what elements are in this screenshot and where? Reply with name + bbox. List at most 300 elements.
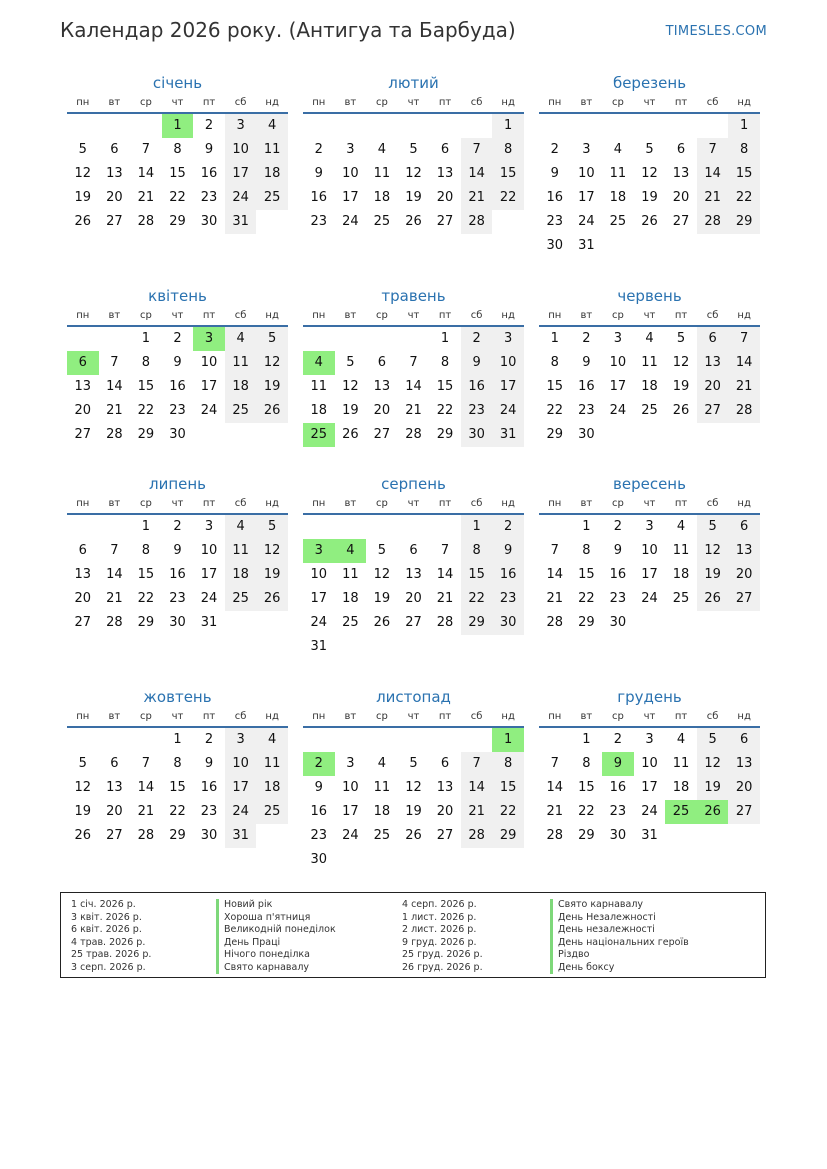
day-cell: 24: [200, 403, 218, 418]
day-cell: 7: [440, 543, 450, 558]
legend-entry: День Незалежності: [550, 912, 689, 925]
day-cell: 26: [641, 214, 658, 229]
month-block: [303, 686, 524, 872]
day-cell: 4: [225, 515, 257, 539]
day-cell: 25: [342, 615, 359, 630]
day-cell: 7: [141, 756, 151, 771]
weekday-label: сб: [706, 711, 719, 722]
day-cell: 28: [137, 828, 155, 843]
empty-cell: [303, 327, 335, 351]
day-cell: 10: [609, 355, 627, 370]
day-cell: 19: [256, 375, 288, 399]
empty-cell: [366, 114, 398, 138]
empty-cell: [602, 114, 634, 138]
day-cell: 13: [436, 166, 454, 181]
day-cell: 30: [169, 615, 186, 630]
days-grid: [539, 515, 760, 635]
weekday-label: чт: [643, 97, 656, 108]
day-cell: 22: [169, 804, 186, 819]
day-cell: 24: [641, 591, 658, 606]
day-cell: 7: [697, 138, 729, 162]
day-cell: 19: [74, 190, 92, 205]
day-cell: 28: [728, 399, 760, 423]
day-cell: 9: [492, 539, 524, 563]
day-cell: 29: [436, 427, 454, 442]
day-cell: 17: [641, 567, 658, 582]
day-cell: 10: [225, 138, 257, 162]
day-cell: 14: [461, 776, 493, 800]
weekday-header: [539, 708, 760, 728]
day-cell: 22: [169, 190, 186, 205]
day-cell: 28: [405, 427, 422, 442]
day-cell: 9: [204, 142, 214, 157]
day-cell: 27: [373, 427, 391, 442]
holiday-day: 1: [162, 114, 194, 138]
day-cell: 13: [106, 166, 123, 181]
empty-cell: [398, 728, 430, 752]
empty-cell: [67, 728, 99, 752]
day-cell: 8: [582, 543, 591, 558]
day-cell: 19: [405, 190, 422, 205]
day-cell: 18: [672, 567, 690, 582]
day-cell: 3: [582, 142, 591, 157]
day-cell: 20: [697, 375, 729, 399]
day-cell: 4: [256, 728, 288, 752]
day-cell: 9: [461, 351, 493, 375]
day-cell: 25: [672, 591, 690, 606]
day-cell: 30: [200, 828, 218, 843]
weekday-label: пн: [76, 97, 90, 108]
legend-entry: День незалежності: [550, 924, 689, 937]
day-cell: 28: [106, 427, 123, 442]
day-cell: 14: [697, 162, 729, 186]
day-cell: 30: [546, 238, 564, 253]
day-cell: 3: [204, 519, 214, 534]
day-cell: 3: [346, 142, 355, 157]
legend-entry: Різдво: [550, 949, 689, 962]
day-cell: 23: [546, 214, 564, 229]
day-cell: 29: [137, 615, 155, 630]
legend-entry: 25 трав. 2026 р.: [71, 949, 152, 960]
day-cell: 5: [697, 728, 729, 752]
weekday-label: вт: [580, 97, 593, 108]
day-cell: 5: [346, 355, 355, 370]
day-cell: 29: [137, 427, 155, 442]
weekday-label: пт: [438, 310, 452, 321]
days-grid: [67, 327, 288, 447]
empty-cell: [429, 728, 461, 752]
empty-cell: [335, 728, 367, 752]
day-cell: 2: [461, 327, 493, 351]
empty-cell: [67, 515, 99, 539]
day-cell: 11: [256, 752, 288, 776]
day-cell: 3: [645, 519, 654, 534]
day-cell: 31: [492, 423, 524, 447]
day-cell: 20: [74, 403, 92, 418]
day-cell: 15: [461, 563, 493, 587]
day-cell: 17: [492, 375, 524, 399]
day-cell: 14: [436, 567, 454, 582]
page-title: Календар 2026 року. (Антигуа та Барбуда): [60, 18, 516, 42]
empty-cell: [634, 114, 666, 138]
day-cell: 19: [697, 776, 729, 800]
day-cell: 12: [74, 780, 92, 795]
day-cell: 13: [74, 379, 92, 394]
day-cell: 26: [697, 587, 729, 611]
days-grid: [303, 515, 524, 659]
day-cell: 20: [436, 190, 454, 205]
day-cell: 8: [141, 543, 151, 558]
day-cell: 23: [169, 403, 186, 418]
weekday-label: сб: [706, 97, 719, 108]
empty-cell: [366, 728, 398, 752]
day-cell: 6: [440, 756, 450, 771]
day-cell: 9: [550, 166, 559, 181]
weekday-label: пн: [312, 498, 326, 509]
day-cell: 15: [436, 379, 454, 394]
legend-entry: Великодній понеділок: [216, 924, 336, 937]
day-cell: 8: [492, 138, 524, 162]
day-cell: 10: [641, 543, 658, 558]
weekday-label: ср: [139, 310, 152, 321]
legend-entry: 6 квіт. 2026 р.: [71, 924, 142, 935]
days-grid: [303, 327, 524, 447]
day-cell: 3: [645, 732, 654, 747]
day-cell: 17: [641, 780, 658, 795]
empty-cell: [429, 114, 461, 138]
day-cell: 5: [78, 756, 87, 771]
day-cell: 18: [225, 563, 257, 587]
day-cell: 12: [697, 752, 729, 776]
weekday-label: сб: [470, 711, 483, 722]
weekday-label: пт: [438, 97, 452, 108]
weekday-label: вт: [108, 498, 121, 509]
day-cell: 1: [550, 331, 559, 346]
holiday-day: 1: [492, 728, 524, 752]
day-cell: 29: [728, 210, 760, 234]
day-cell: 3: [225, 114, 257, 138]
weekday-label: пт: [674, 711, 688, 722]
day-cell: 13: [672, 166, 690, 181]
day-cell: 6: [728, 515, 760, 539]
empty-cell: [539, 114, 571, 138]
day-cell: 6: [110, 142, 119, 157]
weekday-label: ср: [139, 498, 152, 509]
weekday-label: сб: [470, 97, 483, 108]
holiday-day: 6: [67, 351, 99, 375]
empty-cell: [429, 515, 461, 539]
day-cell: 26: [74, 828, 92, 843]
day-cell: 14: [137, 166, 155, 181]
weekday-label: вт: [580, 498, 593, 509]
day-cell: 5: [377, 543, 387, 558]
legend-entry: 1 лист. 2026 р.: [402, 911, 477, 923]
day-cell: 30: [492, 611, 524, 635]
weekday-label: чт: [643, 310, 656, 321]
day-cell: 26: [405, 214, 422, 229]
day-cell: 15: [492, 776, 524, 800]
day-cell: 28: [461, 824, 493, 848]
day-cell: 27: [74, 427, 92, 442]
day-cell: 12: [672, 355, 690, 370]
month-block: [67, 285, 288, 447]
day-cell: 22: [578, 804, 595, 819]
days-grid: [67, 114, 288, 234]
day-cell: 6: [409, 543, 418, 558]
empty-cell: [571, 114, 603, 138]
day-cell: 16: [200, 780, 218, 795]
day-cell: 20: [74, 591, 92, 606]
weekday-label: нд: [501, 498, 515, 509]
day-cell: 10: [342, 166, 359, 181]
empty-cell: [130, 728, 162, 752]
day-cell: 11: [225, 351, 257, 375]
day-cell: 5: [409, 756, 418, 771]
day-cell: 31: [641, 828, 658, 843]
weekday-label: пт: [438, 498, 452, 509]
weekday-label: нд: [737, 310, 751, 321]
days-grid: [67, 515, 288, 635]
day-cell: 29: [169, 828, 186, 843]
legend-entry: 26 груд. 2026 р.: [402, 961, 483, 973]
weekday-label: нд: [737, 711, 751, 722]
day-cell: 25: [609, 214, 627, 229]
weekday-label: сб: [234, 310, 247, 321]
day-cell: 12: [256, 539, 288, 563]
day-cell: 24: [310, 615, 328, 630]
month-block: [539, 686, 760, 848]
empty-cell: [99, 515, 131, 539]
weekday-label: пн: [548, 97, 562, 108]
weekday-header: [67, 94, 288, 114]
day-cell: 27: [405, 615, 422, 630]
day-cell: 25: [256, 800, 288, 824]
day-cell: 13: [697, 351, 729, 375]
day-cell: 2: [550, 142, 559, 157]
day-cell: 31: [200, 615, 218, 630]
day-cell: 19: [697, 563, 729, 587]
day-cell: 14: [137, 780, 155, 795]
day-cell: 18: [672, 780, 690, 795]
day-cell: 15: [578, 567, 595, 582]
day-cell: 29: [578, 828, 595, 843]
holiday-legend: [60, 892, 766, 978]
day-cell: 5: [78, 142, 87, 157]
day-cell: 18: [256, 162, 288, 186]
day-cell: 12: [74, 166, 92, 181]
day-cell: 2: [173, 331, 182, 346]
day-cell: 8: [582, 756, 591, 771]
day-cell: 6: [697, 327, 729, 351]
weekday-header: [303, 495, 524, 515]
day-cell: 22: [492, 800, 524, 824]
day-cell: 29: [169, 214, 186, 229]
day-cell: 20: [672, 190, 690, 205]
day-cell: 14: [461, 162, 493, 186]
day-cell: 24: [225, 800, 257, 824]
day-cell: 13: [106, 780, 123, 795]
day-cell: 26: [373, 615, 391, 630]
day-cell: 10: [225, 752, 257, 776]
weekday-label: сб: [234, 97, 247, 108]
day-cell: 24: [200, 591, 218, 606]
day-cell: 1: [141, 331, 151, 346]
day-cell: 11: [672, 543, 690, 558]
legend-entry: День боксу: [550, 962, 689, 975]
day-cell: 2: [613, 519, 623, 534]
day-cell: 3: [346, 756, 355, 771]
day-cell: 31: [225, 210, 257, 234]
day-cell: 16: [609, 567, 627, 582]
day-cell: 21: [106, 591, 123, 606]
day-cell: 16: [169, 567, 186, 582]
day-cell: 11: [256, 138, 288, 162]
day-cell: 31: [225, 824, 257, 848]
day-cell: 17: [310, 591, 328, 606]
day-cell: 23: [609, 804, 627, 819]
weekday-label: пт: [202, 711, 216, 722]
site-link[interactable]: TIMESLES.COM: [665, 24, 767, 39]
day-cell: 21: [106, 403, 123, 418]
day-cell: 4: [613, 142, 623, 157]
day-cell: 31: [578, 238, 595, 253]
day-cell: 13: [728, 752, 760, 776]
month-block: [67, 473, 288, 635]
weekday-label: сб: [470, 498, 483, 509]
weekday-label: вт: [580, 711, 593, 722]
month-name: липень: [148, 475, 207, 493]
day-cell: 29: [461, 611, 493, 635]
empty-cell: [335, 114, 367, 138]
day-cell: 21: [728, 375, 760, 399]
day-cell: 6: [440, 142, 450, 157]
empty-cell: [99, 327, 131, 351]
weekday-label: пт: [202, 498, 216, 509]
holiday-day: 25: [665, 800, 697, 824]
weekday-label: пн: [312, 97, 326, 108]
legend-entry: 2 лист. 2026 р.: [402, 924, 477, 935]
day-cell: 17: [200, 567, 218, 582]
day-cell: 24: [342, 828, 359, 843]
day-cell: 4: [676, 732, 686, 747]
day-cell: 7: [461, 138, 493, 162]
day-cell: 9: [582, 355, 591, 370]
day-cell: 11: [310, 379, 328, 394]
day-cell: 7: [409, 355, 418, 370]
day-cell: 29: [578, 615, 595, 630]
day-cell: 20: [106, 804, 123, 819]
day-cell: 10: [342, 780, 359, 795]
days-grid: [303, 728, 524, 872]
weekday-header: [67, 495, 288, 515]
day-cell: 15: [546, 379, 564, 394]
weekday-label: пн: [312, 310, 326, 321]
days-grid: [303, 114, 524, 234]
month-name: грудень: [617, 688, 682, 706]
day-cell: 2: [492, 515, 524, 539]
day-cell: 14: [405, 379, 422, 394]
weekday-label: чт: [171, 711, 184, 722]
day-cell: 23: [310, 828, 328, 843]
legend-entry: 4 трав. 2026 р.: [71, 936, 146, 948]
weekday-label: чт: [171, 498, 184, 509]
weekday-label: вт: [344, 97, 357, 108]
holiday-day: 4: [335, 539, 367, 563]
legend-entry: День національних героїв: [550, 937, 689, 950]
day-cell: 15: [492, 162, 524, 186]
empty-cell: [398, 327, 430, 351]
day-cell: 25: [641, 403, 658, 418]
day-cell: 24: [225, 186, 257, 210]
empty-cell: [335, 327, 367, 351]
day-cell: 18: [256, 776, 288, 800]
day-cell: 21: [461, 800, 493, 824]
weekday-label: чт: [407, 498, 420, 509]
day-cell: 12: [342, 379, 359, 394]
day-cell: 14: [728, 351, 760, 375]
holiday-day: 3: [303, 539, 335, 563]
day-cell: 5: [676, 331, 686, 346]
day-cell: 22: [578, 591, 595, 606]
legend-entry: 3 серп. 2026 р.: [71, 961, 146, 973]
day-cell: 21: [546, 591, 564, 606]
day-cell: 13: [436, 780, 454, 795]
day-cell: 30: [461, 423, 493, 447]
weekday-label: сб: [706, 498, 719, 509]
day-cell: 19: [641, 190, 658, 205]
day-cell: 22: [461, 587, 493, 611]
holiday-day: 9: [602, 752, 634, 776]
day-cell: 1: [440, 331, 450, 346]
day-cell: 1: [582, 519, 591, 534]
day-cell: 19: [342, 403, 359, 418]
day-cell: 26: [672, 403, 690, 418]
day-cell: 30: [200, 214, 218, 229]
day-cell: 16: [609, 780, 627, 795]
empty-cell: [398, 515, 430, 539]
day-cell: 25: [225, 399, 257, 423]
day-cell: 13: [405, 567, 422, 582]
day-cell: 20: [373, 403, 391, 418]
empty-cell: [366, 515, 398, 539]
day-cell: 23: [310, 214, 328, 229]
day-cell: 12: [697, 539, 729, 563]
day-cell: 14: [106, 379, 123, 394]
weekday-label: чт: [407, 711, 420, 722]
weekday-header: [67, 708, 288, 728]
day-cell: 7: [110, 543, 119, 558]
day-cell: 7: [110, 355, 119, 370]
days-grid: [67, 728, 288, 848]
day-cell: 21: [137, 190, 155, 205]
weekday-label: чт: [643, 711, 656, 722]
weekday-label: нд: [265, 498, 279, 509]
weekday-label: ср: [375, 310, 388, 321]
day-cell: 28: [546, 615, 564, 630]
day-cell: 18: [225, 375, 257, 399]
day-cell: 6: [377, 355, 387, 370]
day-cell: 13: [373, 379, 391, 394]
empty-cell: [335, 515, 367, 539]
weekday-label: сб: [470, 310, 483, 321]
day-cell: 10: [200, 355, 218, 370]
day-cell: 20: [728, 563, 760, 587]
day-cell: 23: [461, 399, 493, 423]
day-cell: 8: [173, 142, 182, 157]
month-block: [539, 473, 760, 635]
day-cell: 19: [74, 804, 92, 819]
holiday-day: 25: [303, 423, 335, 447]
